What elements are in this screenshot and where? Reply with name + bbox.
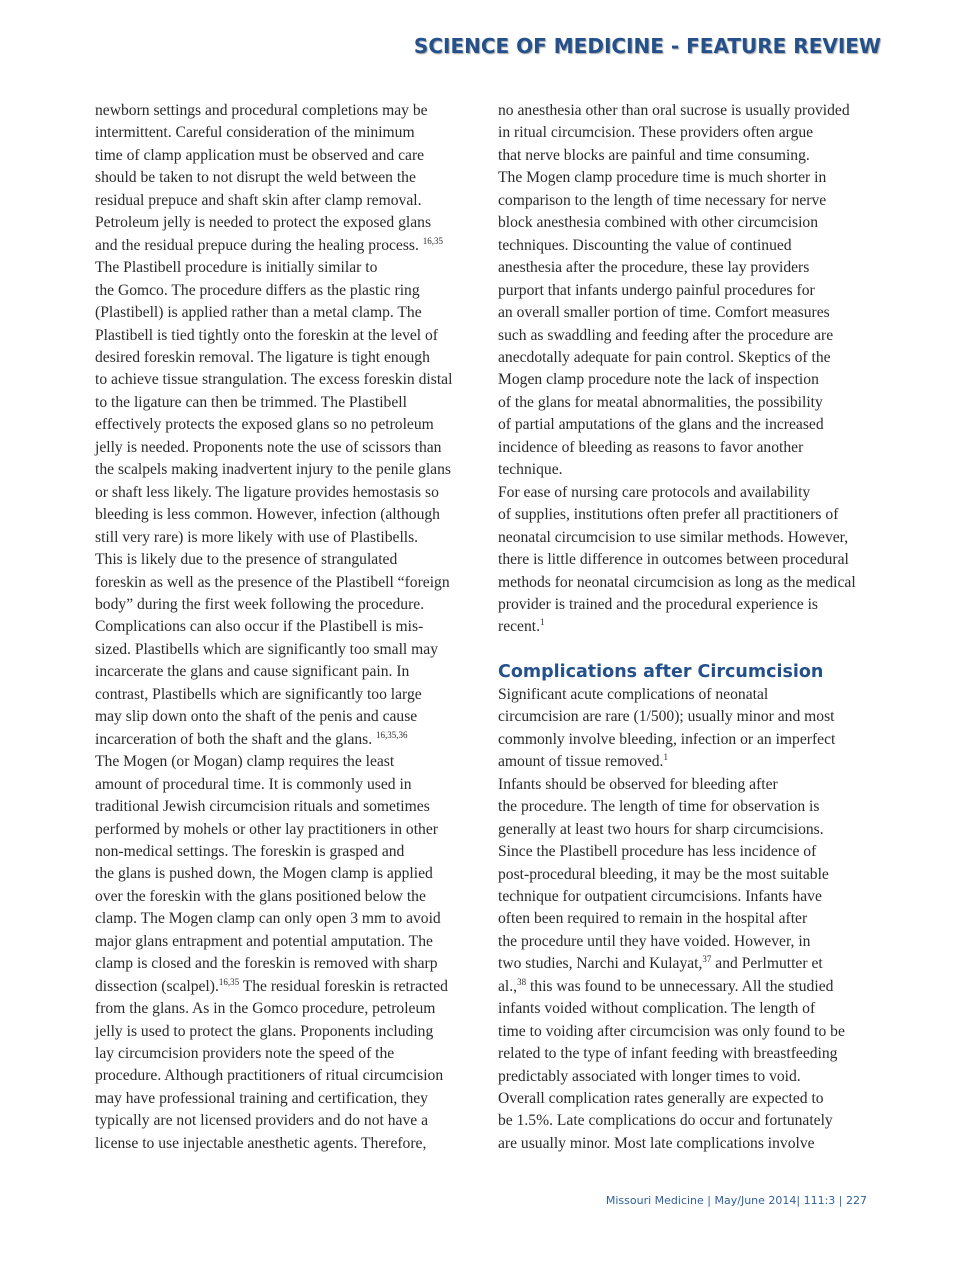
paragraph-complication-rates xyxy=(498,1088,890,1155)
paragraph-plastibell xyxy=(95,257,487,751)
section-header: SCIENCE OF MEDICINE - FEATURE REVIEW xyxy=(413,34,881,58)
citation-ref: 1 xyxy=(663,752,668,763)
paragraph-text: For ease of nursing care protocols and availability of supplies, institutions often prefer all practitioners of neonatal circumcision to use similar methods. However, there is little difference in outcomes between procedural methods for neonatal circumcision as long as the medical provider is trained and the procedural experience is recent. xyxy=(498,483,856,636)
paragraph-text: no anesthesia other than oral sucrose is usually provided in ritual circumcision. These providers often argue that nerve blocks are painful and time consuming. The Mogen clamp procedure time is much shorter in comparison to the length of time necessary for nerve block anesthesia combined with other circumcision techniques. Discounting the value of continued anesthesia after the procedure, these lay providers purport that infants undergo painful procedures for an overall smaller portion of time. Comfort measures such as swaddling and feeding after the procedure are anecdotally adequate for pain control. Skeptics of the Mogen clamp procedure note the lack of inspection of the glans for meatal abnormalities, the possibility of partial amputations of the glans and the increased incidence of bleeding as reasons to favor another technique. xyxy=(498,102,850,479)
citation-ref: 38 xyxy=(517,976,527,987)
paragraph-text: The residual foreskin is retracted from the glans. As in the Gomco procedure, petroleum jelly is used to protect the glans. Proponents including lay circumcision providers note the speed of the procedure. Although practitioners of ritual circumcision may have professional training and certification, they typically are not licensed providers and do not have a license to use injectable anesthetic agents. Therefore, xyxy=(95,977,448,1152)
paragraph-text: newborn settings and procedural completions may be intermittent. Careful consideration of the minimum time of clamp application must be observed and care should be taken to not disrupt the weld between the residual prepuce and shaft skin after clamp removal. Petroleum jelly is needed to protect the exposed glans and the residual prepuce during the healing process. xyxy=(95,102,432,254)
citation-ref: 37 xyxy=(702,954,712,965)
paragraph-observation xyxy=(498,774,890,1088)
paragraph-ritual-anesthesia xyxy=(498,100,890,482)
paragraph-acute-complications xyxy=(498,684,890,774)
paragraph-text: The Mogen (or Mogan) clamp requires the least amount of procedural time. It is commonly used in traditional Jewish circumcision rituals and sometimes performed by mohels or other lay practitioners in other non-medical settings. The foreskin is grasped and the glans is pushed down, the Mogen clamp is applied over the foreskin with the glans positioned below the clamp. The Mogen clamp can only open 3 mm to avoid major glans entrapment and potential amputation. The clamp is closed and the foreskin is removed with sharp dissection (scalpel). xyxy=(95,753,441,995)
paragraph-text: this was found to be unnecessary. All the studied infants voided without complication. The length of time to voiding after circumcision was only found to be related to the type of infant feeding with breastfeeding predictably associated with longer times to void. xyxy=(498,977,845,1085)
paragraph-mogen-clamp xyxy=(95,751,487,1155)
right-column xyxy=(498,100,890,1155)
paragraph-text: Infants should be observed for bleeding after the procedure. The length of time for observation is generally at least two hours for sharp circumcisions. Since the Plastibell procedure has less incidence of post-procedural bleeding, it may be the most suitable technique for outpatient circumcisions. Infants have often been required to remain in the hospital after the procedure until they have voided. However, in two studies, Narchi and Kulayat, xyxy=(498,775,829,973)
paragraph-text: and Perlmutter et al., xyxy=(498,955,823,995)
citation-ref: 16,35,36 xyxy=(376,729,408,740)
citation-ref: 16,35 xyxy=(422,235,444,246)
page-footer-citation: Missouri Medicine | May/June 2014| 111:3 | 227 xyxy=(605,1194,867,1207)
left-column xyxy=(95,100,487,1155)
citation-ref: 16,35 xyxy=(218,976,240,987)
paragraph-institutional-methods xyxy=(498,482,890,639)
paragraph-clamp-care xyxy=(95,100,487,257)
paragraph-text: The Plastibell procedure is initially similar to the Gomco. The procedure differs as the plastic ring (Plastibell) is applied rather than a metal clamp. The Plastibell is tied tightly onto the foreskin at the level of desired foreskin removal. The ligature is tight enough to achieve tissue strangulation. The excess foreskin distal to the ligature can then be trimmed. The Plastibell effectively protects the exposed glans so no petroleum jelly is needed. Proponents note the use of scissors than the scalpels making inadvertent injury to the penile glans or shaft less likely. The ligature provides hemostasis so bleeding is less common. However, infection (although still very rare) is more likely with use of Plastibells. This is likely due to the presence of strangulated foreskin as well as the presence of the Plastibell “foreign body” during the first week following the procedure. Complications can also occur if the Plastibell is mis- sized. Plastibells which are significantly too small may incarcerate the glans and cause significant pain. In contrast, Plastibells which are significantly too large may slip down onto the shaft of the penis and cause incarceration of both the shaft and the glans. xyxy=(95,259,453,748)
paragraph-text: Overall complication rates generally are expected to be 1.5%. Late complications do occur and fortunately are usually minor. Most late complications involve xyxy=(498,1090,833,1152)
paragraph-text: Significant acute complications of neonatal circumcision are rare (1/500); usually minor and most commonly involve bleeding, infection or an imperfect amount of tissue removed. xyxy=(498,685,836,771)
citation-ref: 1 xyxy=(539,617,545,628)
section-heading-complications: Complications after Circumcision xyxy=(498,661,824,682)
